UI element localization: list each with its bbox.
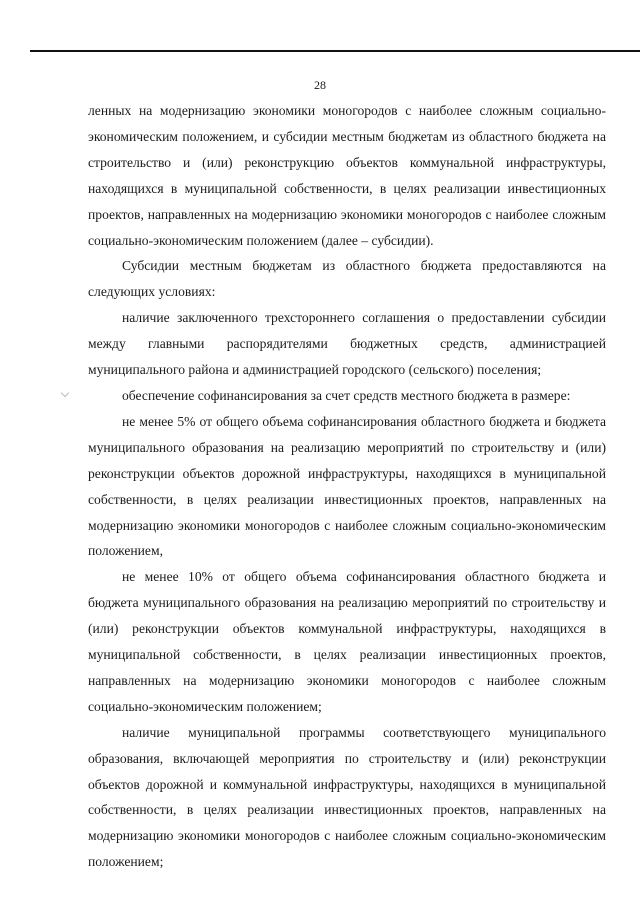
header-rule (30, 50, 640, 52)
paragraph: не менее 5% от общего объема софинансирования областного бюджета и бюджета муниципального образования на реализацию мероприятий по строительству и (или) реконструкции объектов дорожной инфраструктуры, находящихся в муниципальной собственности, в целях реализации инвестиционных проектов, направленных на модернизацию экономики моногородов с наиболее сложным социально-экономическим положением, (88, 413, 606, 559)
body-text (88, 98, 606, 875)
paragraph: обеспечение софинансирования за счет средств местного бюджета в размере: (122, 387, 571, 403)
page-number: 28 (314, 78, 326, 92)
paragraph: наличие заключенного трехстороннего соглашения о предоставлении субсидии между главными распорядителями бюджетных средств, администрацией муниципального района и администрацией городского (сельского) поселения; (88, 310, 606, 378)
paragraph: ленных на модернизацию экономики моногородов с наиболее сложным социально-экономическим положением, и субсидии местным бюджетам из областного бюджета на строительство и (или) реконструкцию объектов коммунальной инфраструктуры, находящихся в муниципальной собственности, в целях реализации инвестиционных проектов, направленных на модернизацию экономики моногородов с наиболее сложным социально-экономическим положением (далее – субсидии). (88, 103, 606, 248)
paragraph: не менее 10% от общего объема софинансирования областного бюджета и бюджета муниципального образования на реализацию мероприятий по строительству и (или) реконструкции объектов коммунальной инфраструктуры, находящихся в муниципальной собственности, в целях реализации инвестиционных проектов, направленных на модернизацию экономики моногородов с наиболее сложным социально-экономическим положением; (88, 569, 606, 714)
scan-mark (61, 389, 69, 397)
paragraph: Субсидии местным бюджетам из областного бюджета предоставляются на следующих условиях: (88, 258, 606, 300)
paragraph: наличие муниципальной программы соответствующего муниципального образования, включающей мероприятия по строительству и (или) реконструкции объектов дорожной и коммунальной инфраструктуры, находящихся в муниципальной собственности, в целях реализации инвестиционных проектов, направленных на модернизацию экономики моногородов с наиболее сложным социально-экономическим положением; (88, 724, 606, 870)
